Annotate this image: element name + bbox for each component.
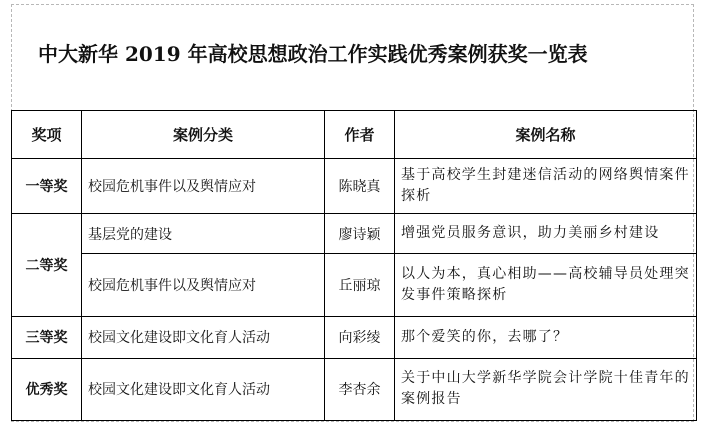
award-cell: 二等奖 (12, 214, 82, 316)
page-title: 中大新华 2019 年高校思想政治工作实践优秀案例获奖一览表 (38, 42, 588, 66)
header-award: 奖项 (12, 111, 82, 159)
category-cell: 校园文化建设即文化育人活动 (82, 358, 325, 420)
case-name-cell: 以人为本，真心相助——高校辅导员处理突发事件策略探析 (395, 254, 697, 316)
category-cell: 校园文化建设即文化育人活动 (82, 316, 325, 358)
case-name-cell: 增强党员服务意识，助力美丽乡村建设 (395, 214, 697, 254)
author-cell: 丘丽琼 (325, 254, 395, 316)
table-row (12, 159, 697, 214)
category-cell: 校园危机事件以及舆情应对 (82, 159, 325, 214)
award-cell: 三等奖 (12, 316, 82, 358)
table-row (12, 358, 697, 420)
awards-table (11, 110, 697, 421)
table-row (12, 214, 697, 254)
header-category: 案例分类 (82, 111, 325, 159)
table-row (12, 316, 697, 358)
table-header-row (12, 111, 697, 159)
case-name-cell: 那个爱笑的你，去哪了？ (395, 316, 697, 358)
header-author: 作者 (325, 111, 395, 159)
case-name-cell: 基于高校学生封建迷信活动的网络舆情案件探析 (395, 159, 697, 214)
category-cell: 基层党的建设 (82, 214, 325, 254)
author-cell: 陈晓真 (325, 159, 395, 214)
award-cell: 一等奖 (12, 159, 82, 214)
author-cell: 向彩绫 (325, 316, 395, 358)
author-cell: 李杏余 (325, 358, 395, 420)
case-name-cell: 关于中山大学新华学院会计学院十佳青年的案例报告 (395, 358, 697, 420)
category-cell: 校园危机事件以及舆情应对 (82, 254, 325, 316)
author-cell: 廖诗颖 (325, 214, 395, 254)
header-case-name: 案例名称 (395, 111, 697, 159)
table-row (12, 254, 697, 316)
award-cell: 优秀奖 (12, 358, 82, 420)
